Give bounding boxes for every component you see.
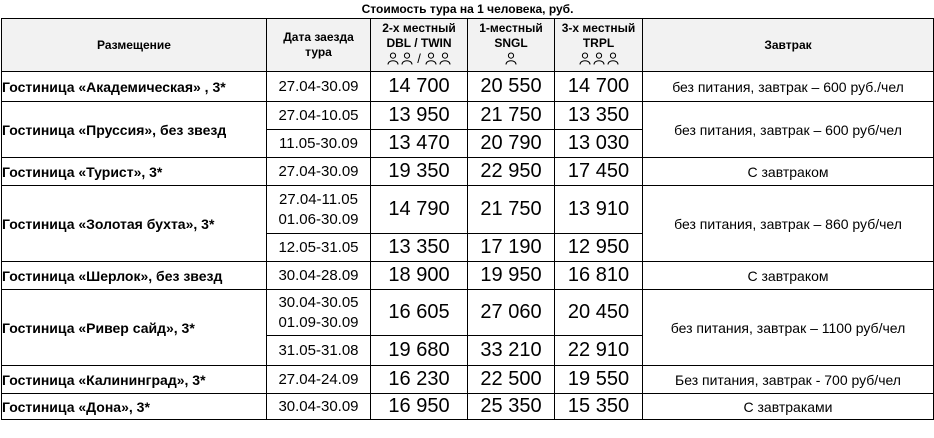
breakfast-info: без питания, завтрак – 600 руб/чел (643, 102, 934, 158)
hotel-name: Гостиница «Академическая» , 3* (2, 72, 267, 102)
price-sngl: 21 750 (468, 102, 555, 130)
tour-dates: 30.04-28.09 (267, 262, 371, 290)
price-trpl: 13 350 (555, 102, 643, 130)
price-dbl: 16 950 (371, 394, 468, 420)
hotel-name: Гостиница «Шерлок», без звезд (2, 262, 267, 290)
tour-dates: 31.05-31.08 (267, 336, 371, 366)
price-trpl: 20 450 (555, 290, 643, 336)
tour-dates: 30.04-30.09 (267, 394, 371, 420)
price-trpl: 14 700 (555, 72, 643, 102)
two-persons-icon: / (387, 52, 451, 66)
three-persons-icon (579, 52, 619, 66)
price-dbl: 19 680 (371, 336, 468, 366)
header-sngl (468, 19, 555, 72)
tour-dates-line2: 01.06-30.09 (278, 210, 359, 228)
price-dbl: 14 790 (371, 186, 468, 234)
table-row (2, 394, 934, 420)
breakfast-info: С завтраками (643, 394, 934, 420)
tour-dates: 11.05-30.09 (267, 130, 371, 158)
header-dbl-line1: 2-х местный (382, 20, 456, 35)
breakfast-info: С завтраком (643, 158, 934, 186)
hotel-name: Гостиница «Калининград», 3* (2, 366, 267, 394)
price-dbl: 13 950 (371, 102, 468, 130)
price-sngl: 33 210 (468, 336, 555, 366)
header-dates-line2: тура (305, 45, 332, 59)
header-dbl (371, 19, 468, 72)
breakfast-info: без питания, завтрак – 860 руб/чел (643, 186, 934, 262)
table-row (2, 72, 934, 102)
tour-dates (267, 290, 371, 336)
price-trpl: 19 550 (555, 366, 643, 394)
tour-dates: 27.04-30.09 (267, 158, 371, 186)
table-row (2, 290, 934, 336)
tour-dates-line1: 27.04-11.05 (279, 190, 358, 208)
price-sngl: 25 350 (468, 394, 555, 420)
hotel-name: Гостиница «Золотая бухта», 3* (2, 186, 267, 262)
table-row (2, 186, 934, 234)
price-table (1, 0, 934, 420)
price-sngl: 22 500 (468, 366, 555, 394)
price-trpl: 13 910 (555, 186, 643, 234)
tour-dates: 27.04-10.05 (267, 102, 371, 130)
hotel-name: Гостиница «Дона», 3* (2, 394, 267, 420)
tour-dates: 27.04-30.09 (267, 72, 371, 102)
price-dbl: 16 230 (371, 366, 468, 394)
header-sngl-line1: 1-местный (479, 20, 543, 35)
header-dates (267, 19, 371, 72)
price-sngl: 20 790 (468, 130, 555, 158)
price-dbl: 13 350 (371, 234, 468, 262)
price-dbl: 14 700 (371, 72, 468, 102)
price-sngl: 19 950 (468, 262, 555, 290)
tour-dates: 27.04-24.09 (267, 366, 371, 394)
breakfast-info: Без питания, завтрак - 700 руб/чел (643, 366, 934, 394)
breakfast-info: без питания, завтрак – 1100 руб/чел (643, 290, 934, 366)
header-trpl (555, 19, 643, 72)
header-row (2, 19, 934, 72)
price-trpl: 16 810 (555, 262, 643, 290)
breakfast-info: без питания, завтрак – 600 руб./чел (643, 72, 934, 102)
price-sngl: 20 550 (468, 72, 555, 102)
price-trpl: 15 350 (555, 394, 643, 420)
tour-dates-line1: 30.04-30.05 (278, 293, 359, 311)
price-sngl: 17 190 (468, 234, 555, 262)
caption-row (2, 0, 934, 19)
hotel-name: Гостиница «Ривер сайд», 3* (2, 290, 267, 366)
tour-dates-line2: 01.09-30.09 (278, 313, 359, 331)
price-dbl: 16 605 (371, 290, 468, 336)
price-sngl: 27 060 (468, 290, 555, 336)
price-sngl: 22 950 (468, 158, 555, 186)
table-row (2, 102, 934, 130)
header-trpl-line2: TRPL (582, 35, 615, 50)
breakfast-info: С завтраком (643, 262, 934, 290)
price-trpl: 12 950 (555, 234, 643, 262)
table-row (2, 158, 934, 186)
tour-dates (267, 186, 371, 234)
header-breakfast: Завтрак (643, 19, 934, 72)
table-caption: Стоимость тура на 1 человека, руб. (2, 0, 934, 19)
header-trpl-line1: 3-х местный (561, 20, 636, 35)
price-dbl: 19 350 (371, 158, 468, 186)
header-dbl-line2: DBL / TWIN (386, 35, 452, 50)
tour-dates: 12.05-31.05 (267, 234, 371, 262)
one-person-icon (505, 52, 517, 66)
price-trpl: 22 910 (555, 336, 643, 366)
price-trpl: 17 450 (555, 158, 643, 186)
price-dbl: 13 470 (371, 130, 468, 158)
hotel-name: Гостиница «Турист», 3* (2, 158, 267, 186)
price-trpl: 13 030 (555, 130, 643, 158)
table-row (2, 262, 934, 290)
header-dates-line1: Дата заезда (283, 30, 354, 44)
price-sngl: 21 750 (468, 186, 555, 234)
hotel-name: Гостиница «Пруссия», без звезд (2, 102, 267, 158)
header-sngl-line2: SNGL (494, 35, 528, 50)
header-placement: Размещение (2, 19, 267, 72)
price-dbl: 18 900 (371, 262, 468, 290)
table-row (2, 366, 934, 394)
